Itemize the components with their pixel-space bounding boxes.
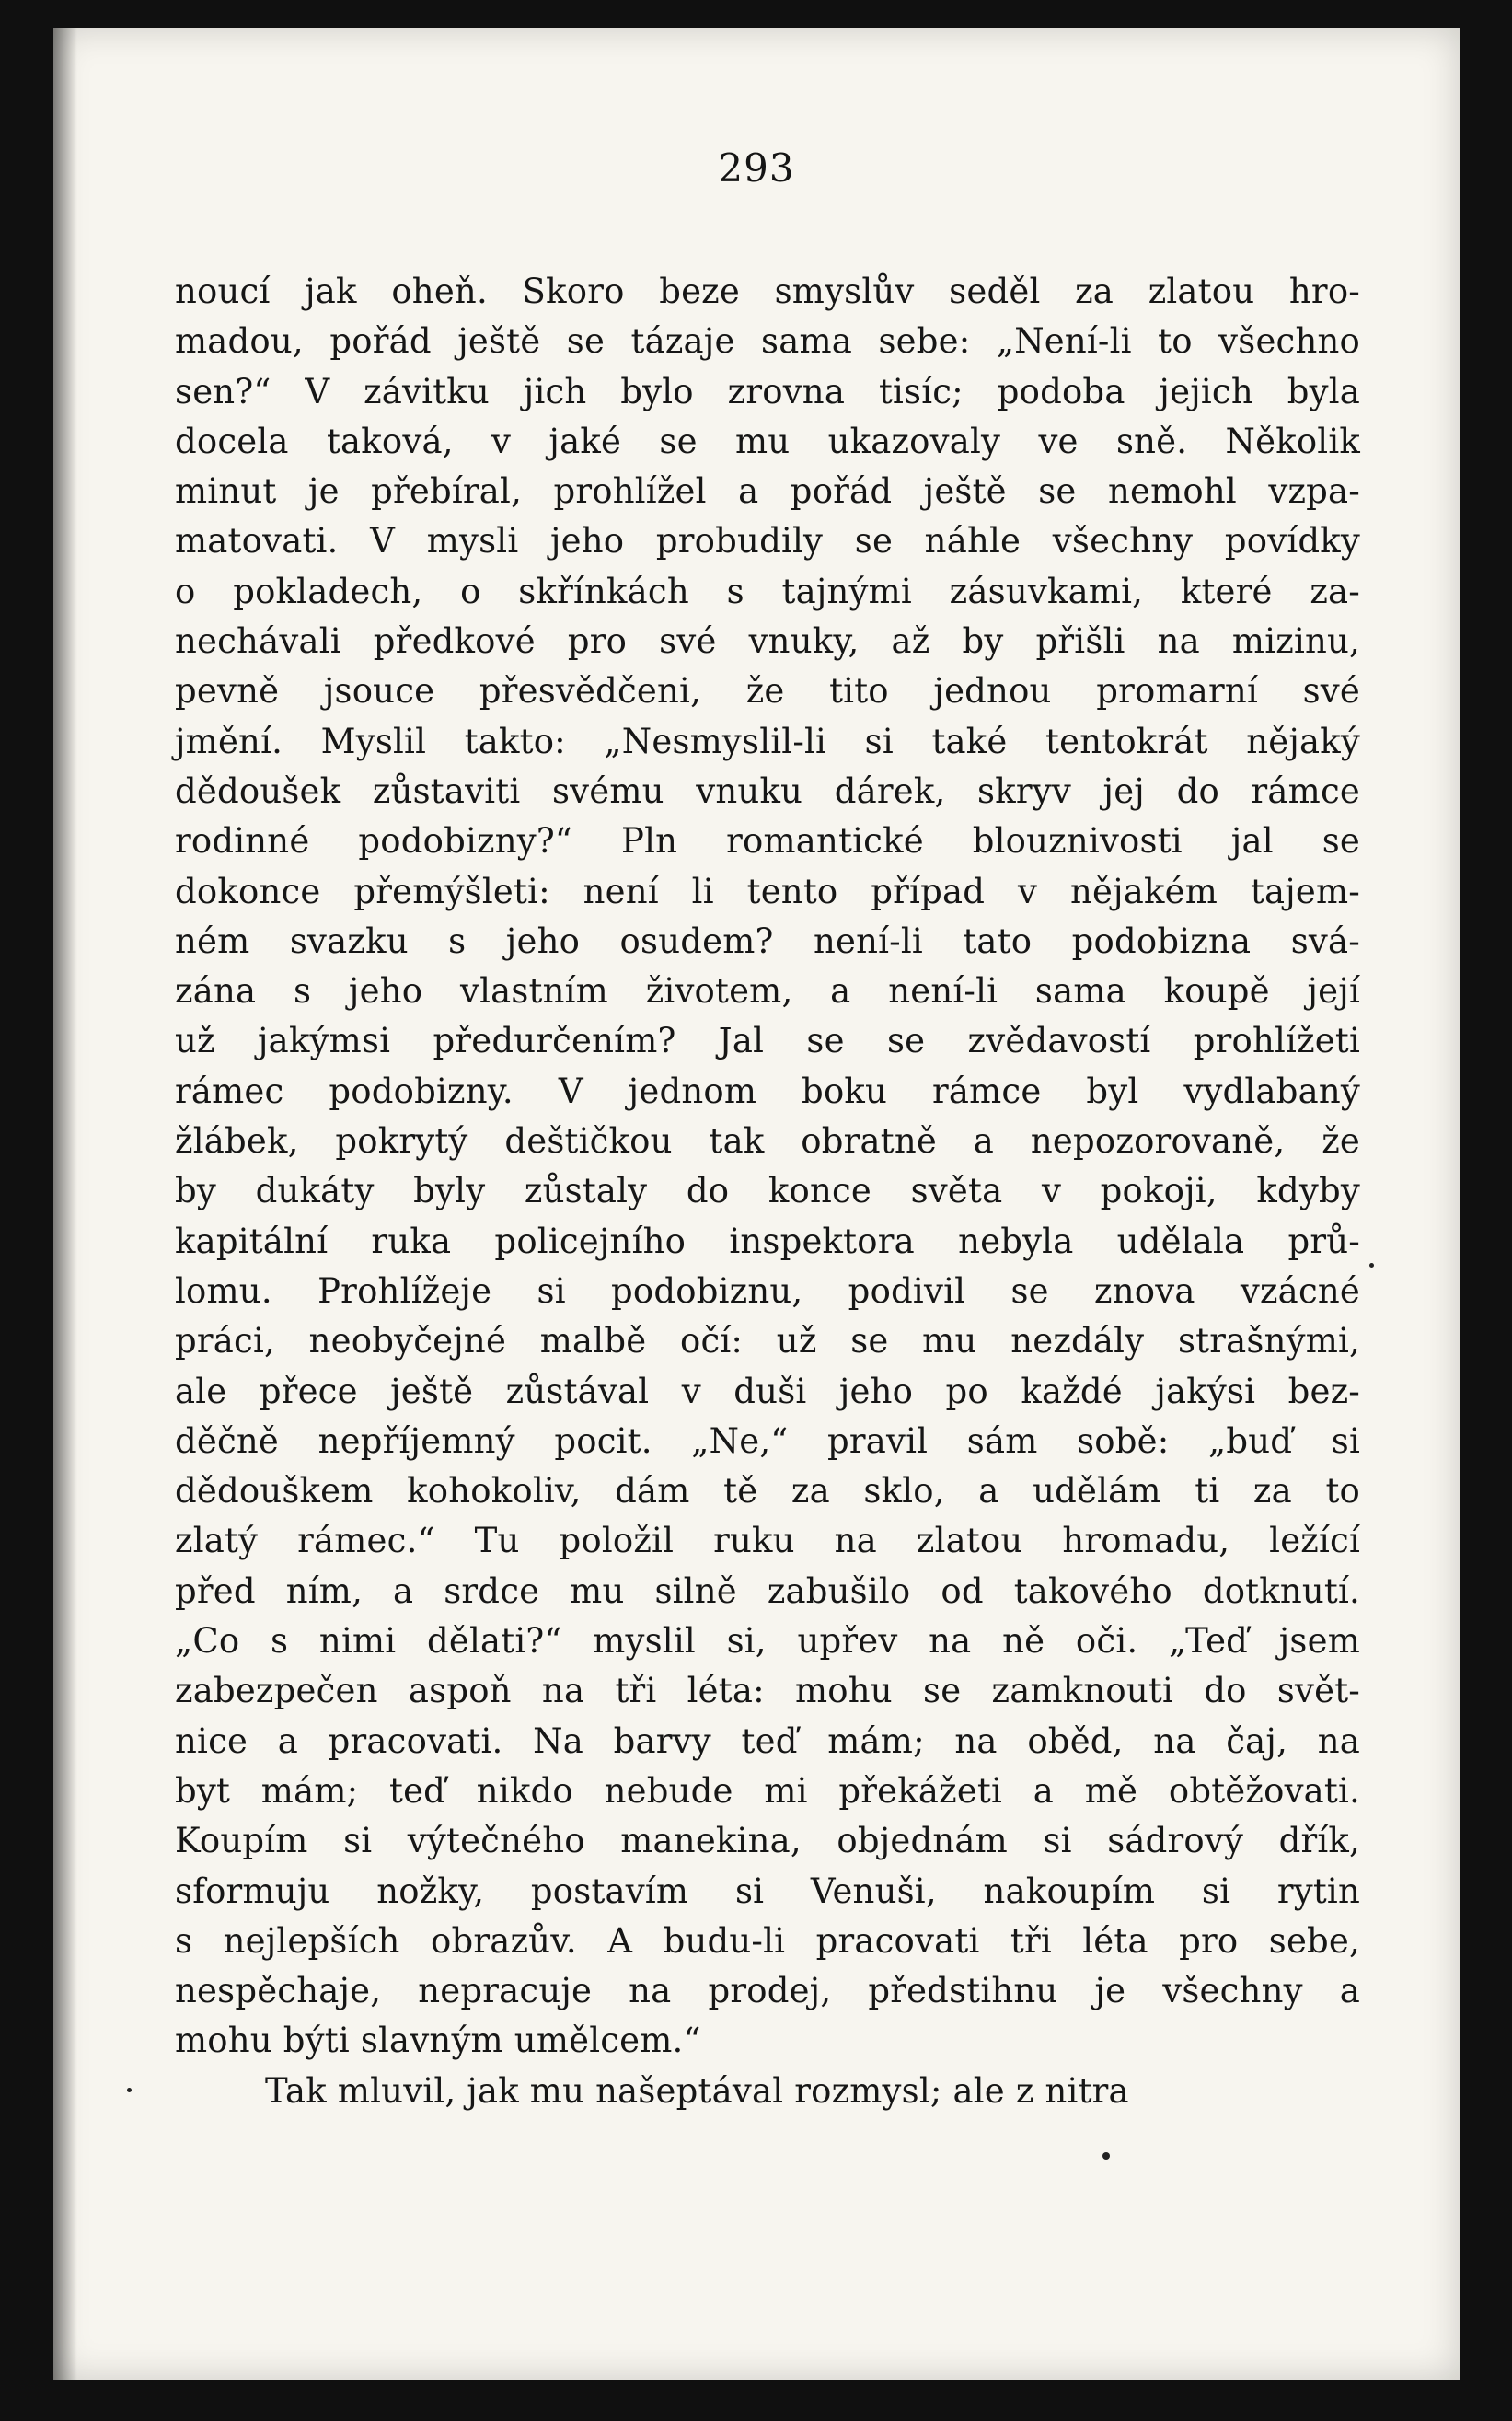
text-line: o pokladech, o skřínkách s tajnými zásuvkami, které za-	[175, 571, 1360, 611]
text-line: ném svazku s jeho osudem? není-li tato podobizna svá-	[175, 921, 1360, 961]
text-line: lomu. Prohlížeje si podobiznu, podivil se znova vzácné	[175, 1270, 1360, 1311]
text-line: dědoušek zůstaviti svému vnuku dárek, skryv jej do rámce	[175, 770, 1360, 811]
text-line: práci, neobyčejné malbě očí: už se mu nezdály strašnými,	[175, 1321, 1360, 1361]
text-line: nespěchaje, nepracuje na prodej, předstihnu je všechny a	[175, 1971, 1360, 2011]
text-line: už jakýmsi předurčením? Jal se se zvědavostí prohlížeti	[175, 1021, 1360, 1061]
text-line: rámec podobizny. V jednom boku rámce byl vydlabaný	[175, 1071, 1360, 1111]
page-number: 293	[718, 145, 795, 191]
text-line: zána s jeho vlastním životem, a není-li sama koupě její	[175, 971, 1360, 1012]
text-line: madou, pořád ještě se tázaje sama sebe: „Není-li to všechno	[175, 321, 1360, 362]
text-line: zabezpečen aspoň na tři léta: mohu se zamknouti do svět-	[175, 1671, 1360, 1711]
text-line: nechávali předkové pro své vnuky, až by přišli na mizinu,	[175, 621, 1360, 662]
text-line: sformuju nožky, postavím si Venuši, nakoupím si rytin	[175, 1871, 1360, 1911]
text-line: „Co s nimi dělati?“ myslil si, upřev na ně oči. „Teď jsem	[175, 1621, 1360, 1662]
ink-speck	[127, 2088, 132, 2092]
text-line: pevně jsouce přesvědčeni, že tito jednou promarní své	[175, 671, 1360, 712]
text-line: dědouškem kohokoliv, dám tě za sklo, a udělám ti za to	[175, 1471, 1360, 1512]
text-line: s nejlepších obrazův. A budu-li pracovati tři léta pro sebe,	[175, 1920, 1360, 1961]
text-line: zlatý rámec.“ Tu položil ruku na zlatou hromadu, ležící	[175, 1521, 1360, 1561]
book-page	[53, 28, 1460, 2380]
ink-speck	[1102, 2152, 1110, 2160]
text-line: děčně nepříjemný pocit. „Ne,“ pravil sám sobě: „buď si	[175, 1420, 1360, 1461]
text-line: kapitální ruka policejního inspektora nebyla udělala prů-	[175, 1221, 1360, 1261]
text-line: byt mám; teď nikdo nebude mi překážeti a mě obtěžovati.	[175, 1770, 1360, 1811]
text-line: žlábek, pokrytý deštičkou tak obratně a nepozorovaně, že	[175, 1121, 1360, 1162]
text-line: matovati. V mysli jeho probudily se náhle všechny povídky	[175, 521, 1360, 562]
text-line: sen?“ V závitku jich bylo zrovna tisíc; podoba jejich byla	[175, 371, 1360, 411]
text-line: ale přece ještě zůstával v duši jeho po každé jakýsi bez-	[175, 1371, 1360, 1411]
text-line: by dukáty byly zůstaly do konce světa v pokoji, kdyby	[175, 1171, 1360, 1211]
text-line: minut je přebíral, prohlížel a pořád ještě se nemohl vzpa-	[175, 471, 1360, 512]
text-line: rodinné podobizny?“ Pln romantické blouznivosti jal se	[175, 821, 1360, 862]
text-line: dokonce přemýšleti: není li tento případ v nějakém tajem-	[175, 871, 1360, 911]
text-line: před ním, a srdce mu silně zabušilo od takového dotknutí.	[175, 1570, 1360, 1611]
text-line: docela taková, v jaké se mu ukazovaly ve sně. Několik	[175, 421, 1360, 461]
text-line: jmění. Myslil takto: „Nesmyslil-li si také tentokrát nějaký	[175, 721, 1360, 761]
text-line: nice a pracovati. Na barvy teď mám; na oběd, na čaj, na	[175, 1720, 1360, 1761]
ink-speck	[1369, 1263, 1374, 1268]
text-line: noucí jak oheň. Skoro beze smyslův seděl za zlatou hro-	[175, 272, 1360, 311]
text-line: Tak mluvil, jak mu našeptával rozmysl; ale z nitra	[265, 2070, 1129, 2111]
text-line: Koupím si výtečného manekina, objednám si sádrový dřík,	[175, 1821, 1360, 1861]
spine-shadow	[53, 28, 77, 2380]
body-text	[175, 267, 1360, 2116]
text-line: mohu býti slavným umělcem.“	[175, 2021, 701, 2061]
